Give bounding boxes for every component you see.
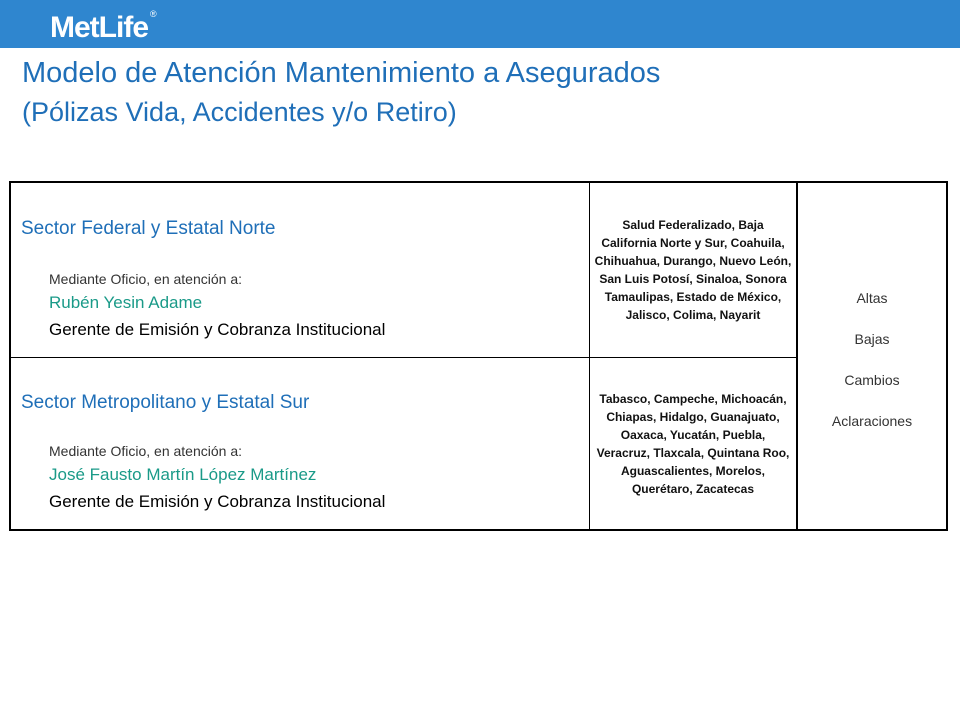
sector-cell-south	[11, 358, 589, 529]
contact-name: Rubén Yesin Adame	[49, 293, 203, 312]
regions-list: Salud Federalizado, Baja California Norte y Sur, Coahuila, Chihuahua, Durango, Nuevo León, San Luis Potosí, Sinaloa, Sonora Tamaulipas, Estado de México, Jalisco, Colima, Nayarit	[594, 218, 792, 322]
page-title: Modelo de Atención Mantenimiento a Asegurados	[22, 57, 661, 89]
service-bajas: Bajas	[854, 331, 890, 347]
contact-position: Gerente de Emisión y Cobranza Institucional	[49, 320, 386, 339]
logo-text: MetLife	[50, 11, 148, 44]
service-aclaraciones: Aclaraciones	[831, 413, 913, 429]
service-altas: Altas	[856, 290, 888, 306]
services-cell	[798, 183, 946, 529]
regions-list: Tabasco, Campeche, Michoacán, Chiapas, Hidalgo, Guanajuato, Oaxaca, Yucatán, Puebla, Veracruz, Tlaxcala, Quintana Roo, Aguascalientes, Morelos, Querétaro, Zacatecas	[596, 391, 790, 496]
service-cambios: Cambios	[844, 372, 900, 388]
page-subtitle: (Pólizas Vida, Accidentes y/o Retiro)	[22, 97, 457, 127]
regions-cell-north	[589, 183, 798, 358]
registered-mark: ®	[150, 9, 156, 19]
attention-via: Mediante Oficio, en atención a:	[49, 443, 243, 459]
regions-cell-south	[589, 358, 798, 529]
sector-title: Sector Metropolitano y Estatal Sur	[21, 392, 310, 413]
service-model-table	[9, 181, 948, 531]
sector-cell-north	[11, 183, 589, 358]
contact-name: José Fausto Martín López Martínez	[49, 465, 317, 484]
contact-position: Gerente de Emisión y Cobranza Institucional	[49, 492, 386, 511]
sector-title: Sector Federal y Estatal Norte	[21, 218, 276, 239]
attention-via: Mediante Oficio, en atención a:	[49, 271, 243, 287]
brand-header-bar	[0, 0, 960, 48]
metlife-logo	[50, 5, 156, 46]
